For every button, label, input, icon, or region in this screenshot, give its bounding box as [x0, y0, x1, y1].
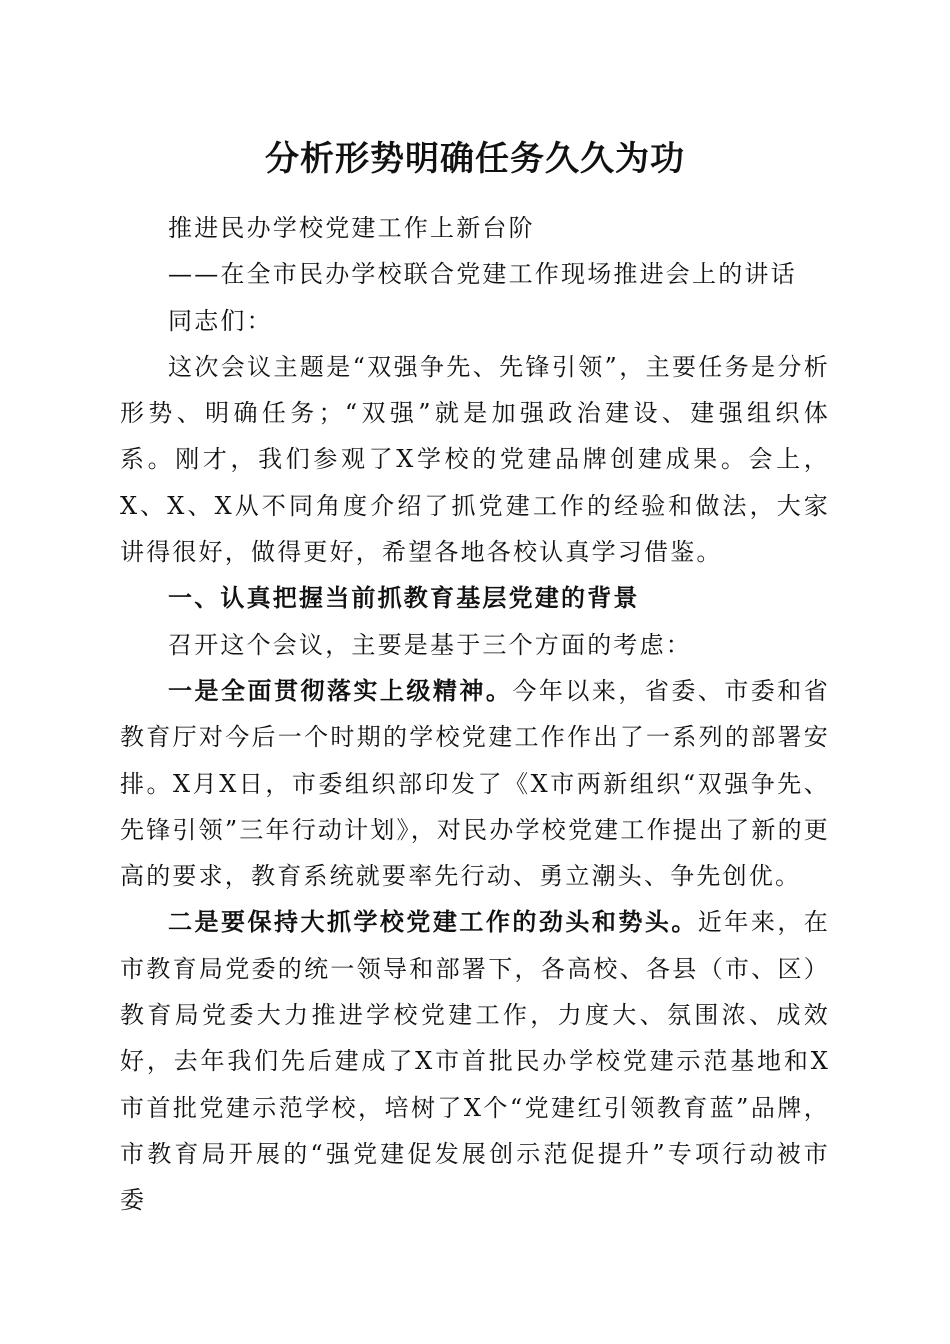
subtitle-line-1: 推进民办学校党建工作上新台阶 — [168, 214, 535, 242]
salutation: 同志们： — [168, 306, 273, 335]
point-2-paragraph — [120, 899, 830, 1223]
point-1-paragraph — [120, 668, 830, 899]
subtitle-line-2: ——在全市民办学校联合党建工作现场推进会上的讲话 — [168, 260, 797, 289]
point-2-lead: 二是要保持大抓学校党建工作的劲头和势头。 — [168, 907, 698, 937]
document-body — [120, 205, 830, 1224]
point-1-body: 今年以来，省委、市委和省教育厅对今后一个时期的学校党建工作作出了一系列的部署安排。X月X日，市委组织部印发了《X市两新组织“双强争先、先锋引领”三年行动计划》，对民办学校党建工作提出了新的更高的要求，教育系统就要率先行动、勇立潮头、争先创优。 — [120, 676, 830, 891]
section-1-heading: 一、认真把握当前抓教育基层党建的背景 — [168, 583, 640, 613]
point-2-body: 近年来，在市教育局党委的统一领导和部署下，各高校、各县（市、区）教育局党委大力推进学校党建工作，力度大、氛围浓、成效好，去年我们先后建成了X市首批民办学校党建示范基地和X市首批党建示范学校，培树了X个“党建红引领教育蓝”品牌，市教育局开展的“强党建促发展创示范促提升”专项行动被市委 — [120, 908, 831, 1215]
document-title: 分析形势明确任务久久为功 — [265, 139, 685, 179]
point-1-lead: 一是全面贯彻落实上级精神。 — [168, 675, 513, 705]
section-1-intro: 召开这个会议，主要是基于三个方面的考虑： — [168, 630, 692, 659]
intro-paragraph: 这次会议主题是“双强争先、先锋引领”，主要任务是分析形势、明确任务；“双强”就是加强政治建设、建强组织体系。刚才，我们参观了X学校的党建品牌创建成果。会上，X、X、X从不同角度介绍了抓党建工作的经验和做法，大家讲得很好，做得更好，希望各地各校认真学习借鉴。 — [120, 352, 830, 567]
